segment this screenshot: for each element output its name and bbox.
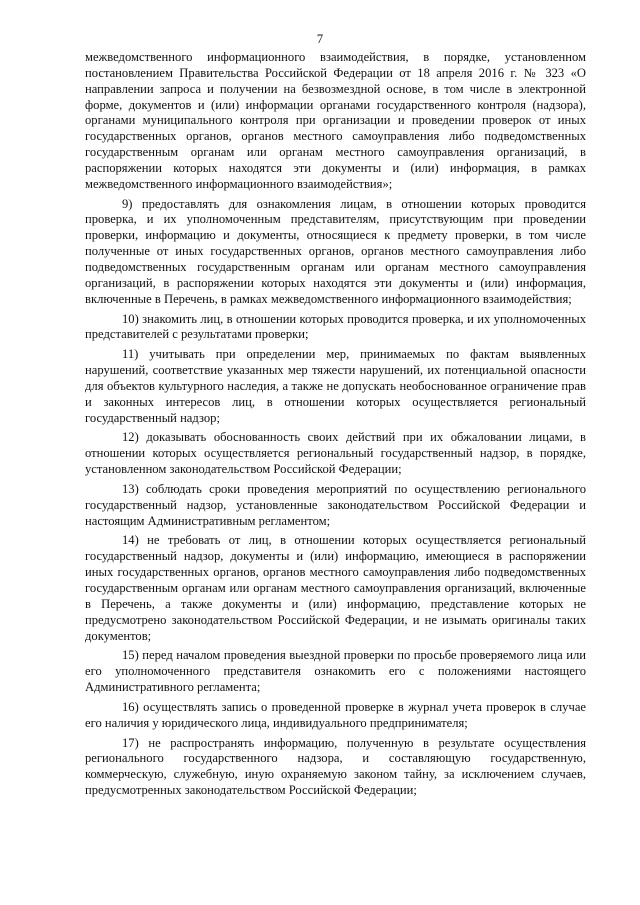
paragraph-item-14: 14) не требовать от лиц, в отношении которых осуществляется региональный государственный надзор, документы и (или) информацию, имеющиеся в распоряжении иных государственных органов, органов местного самоуправления либо подведомственных государственным органам или органам местного самоуправления организаций, включенные в Перечень, а также документы и (или) информацию, представление которых не предусмотрено законодательством Российской Федерации, и не изымать оригиналы таких документов; (85, 533, 586, 643)
paragraph-item-12: 12) доказывать обоснованность своих действий при их обжаловании лицами, в отношении которых осуществляется региональный государственный надзор, в порядке, установленном законодательством Российской Федерации; (85, 430, 586, 477)
paragraph-item-15: 15) перед началом проведения выездной проверки по просьбе проверяемого лица или его уполномоченного представителя ознакомить его с положениями настоящего Административного регламента; (85, 648, 586, 695)
document-body (85, 50, 586, 803)
paragraph-item-16: 16) осуществлять запись о проведенной проверке в журнал учета проверок в случае его наличия у юридического лица, индивидуального предпринимателя; (85, 699, 586, 730)
paragraph-item-11: 11) учитывать при определении мер, принимаемых по фактам выявленных нарушений, соответствие указанных мер тяжести нарушений, их потенциальной опасности для объектов культурного наследия, а также не допускать необоснованное ограничение прав и законных интересов лиц, в отношении которых осуществляется региональный государственный надзор; (85, 347, 586, 425)
paragraph-item-17: 17) не распространять информацию, полученную в результате осуществления регионального государственного надзора, и составляющую государственную, коммерческую, служебную, иную охраняемую законом тайну, за исключением случаев, предусмотренных законодательством Российской Федерации; (85, 735, 586, 798)
paragraph-continuation: межведомственного информационного взаимодействия, в порядке, установленном постановлением Правительства Российской Федерации от 18 апреля 2016 г. № 323 «О направлении запроса и получении на безвозмездной основе, в том числе в электронной форме, документов и (или) информации органами государственного контроля (надзора), органами муниципального контроля при организации и проведении проверок от иных государственных органов, органов местного самоуправления либо подведомственных государственным органам или органам местного самоуправления организаций, в распоряжении которых находятся эти документы и (или) информация, в рамках межведомственного информационного взаимодействия»; (85, 50, 586, 191)
paragraph-item-9: 9) предоставлять для ознакомления лицам, в отношении которых проводится проверка, и их уполномоченным представителям, присутствующим при проведении проверки, информацию и документы, относящиеся к предмету проверки, в том числе полученные от иных государственных органов, органов местного самоуправления либо подведомственных государственным органам или органам местного самоуправления организаций, в распоряжении которых находятся эти документы и (или) информация, включенные в Перечень, в рамках межведомственного информационного взаимодействия; (85, 196, 586, 306)
page-number: 7 (316, 32, 324, 46)
paragraph-item-10: 10) знакомить лиц, в отношении которых проводится проверка, и их уполномоченных представителей с результатами проверки; (85, 311, 586, 342)
paragraph-item-13: 13) соблюдать сроки проведения мероприятий по осуществлению регионального государственный надзор, установленные законодательством Российской Федерации и настоящим Административным регламентом; (85, 481, 586, 528)
